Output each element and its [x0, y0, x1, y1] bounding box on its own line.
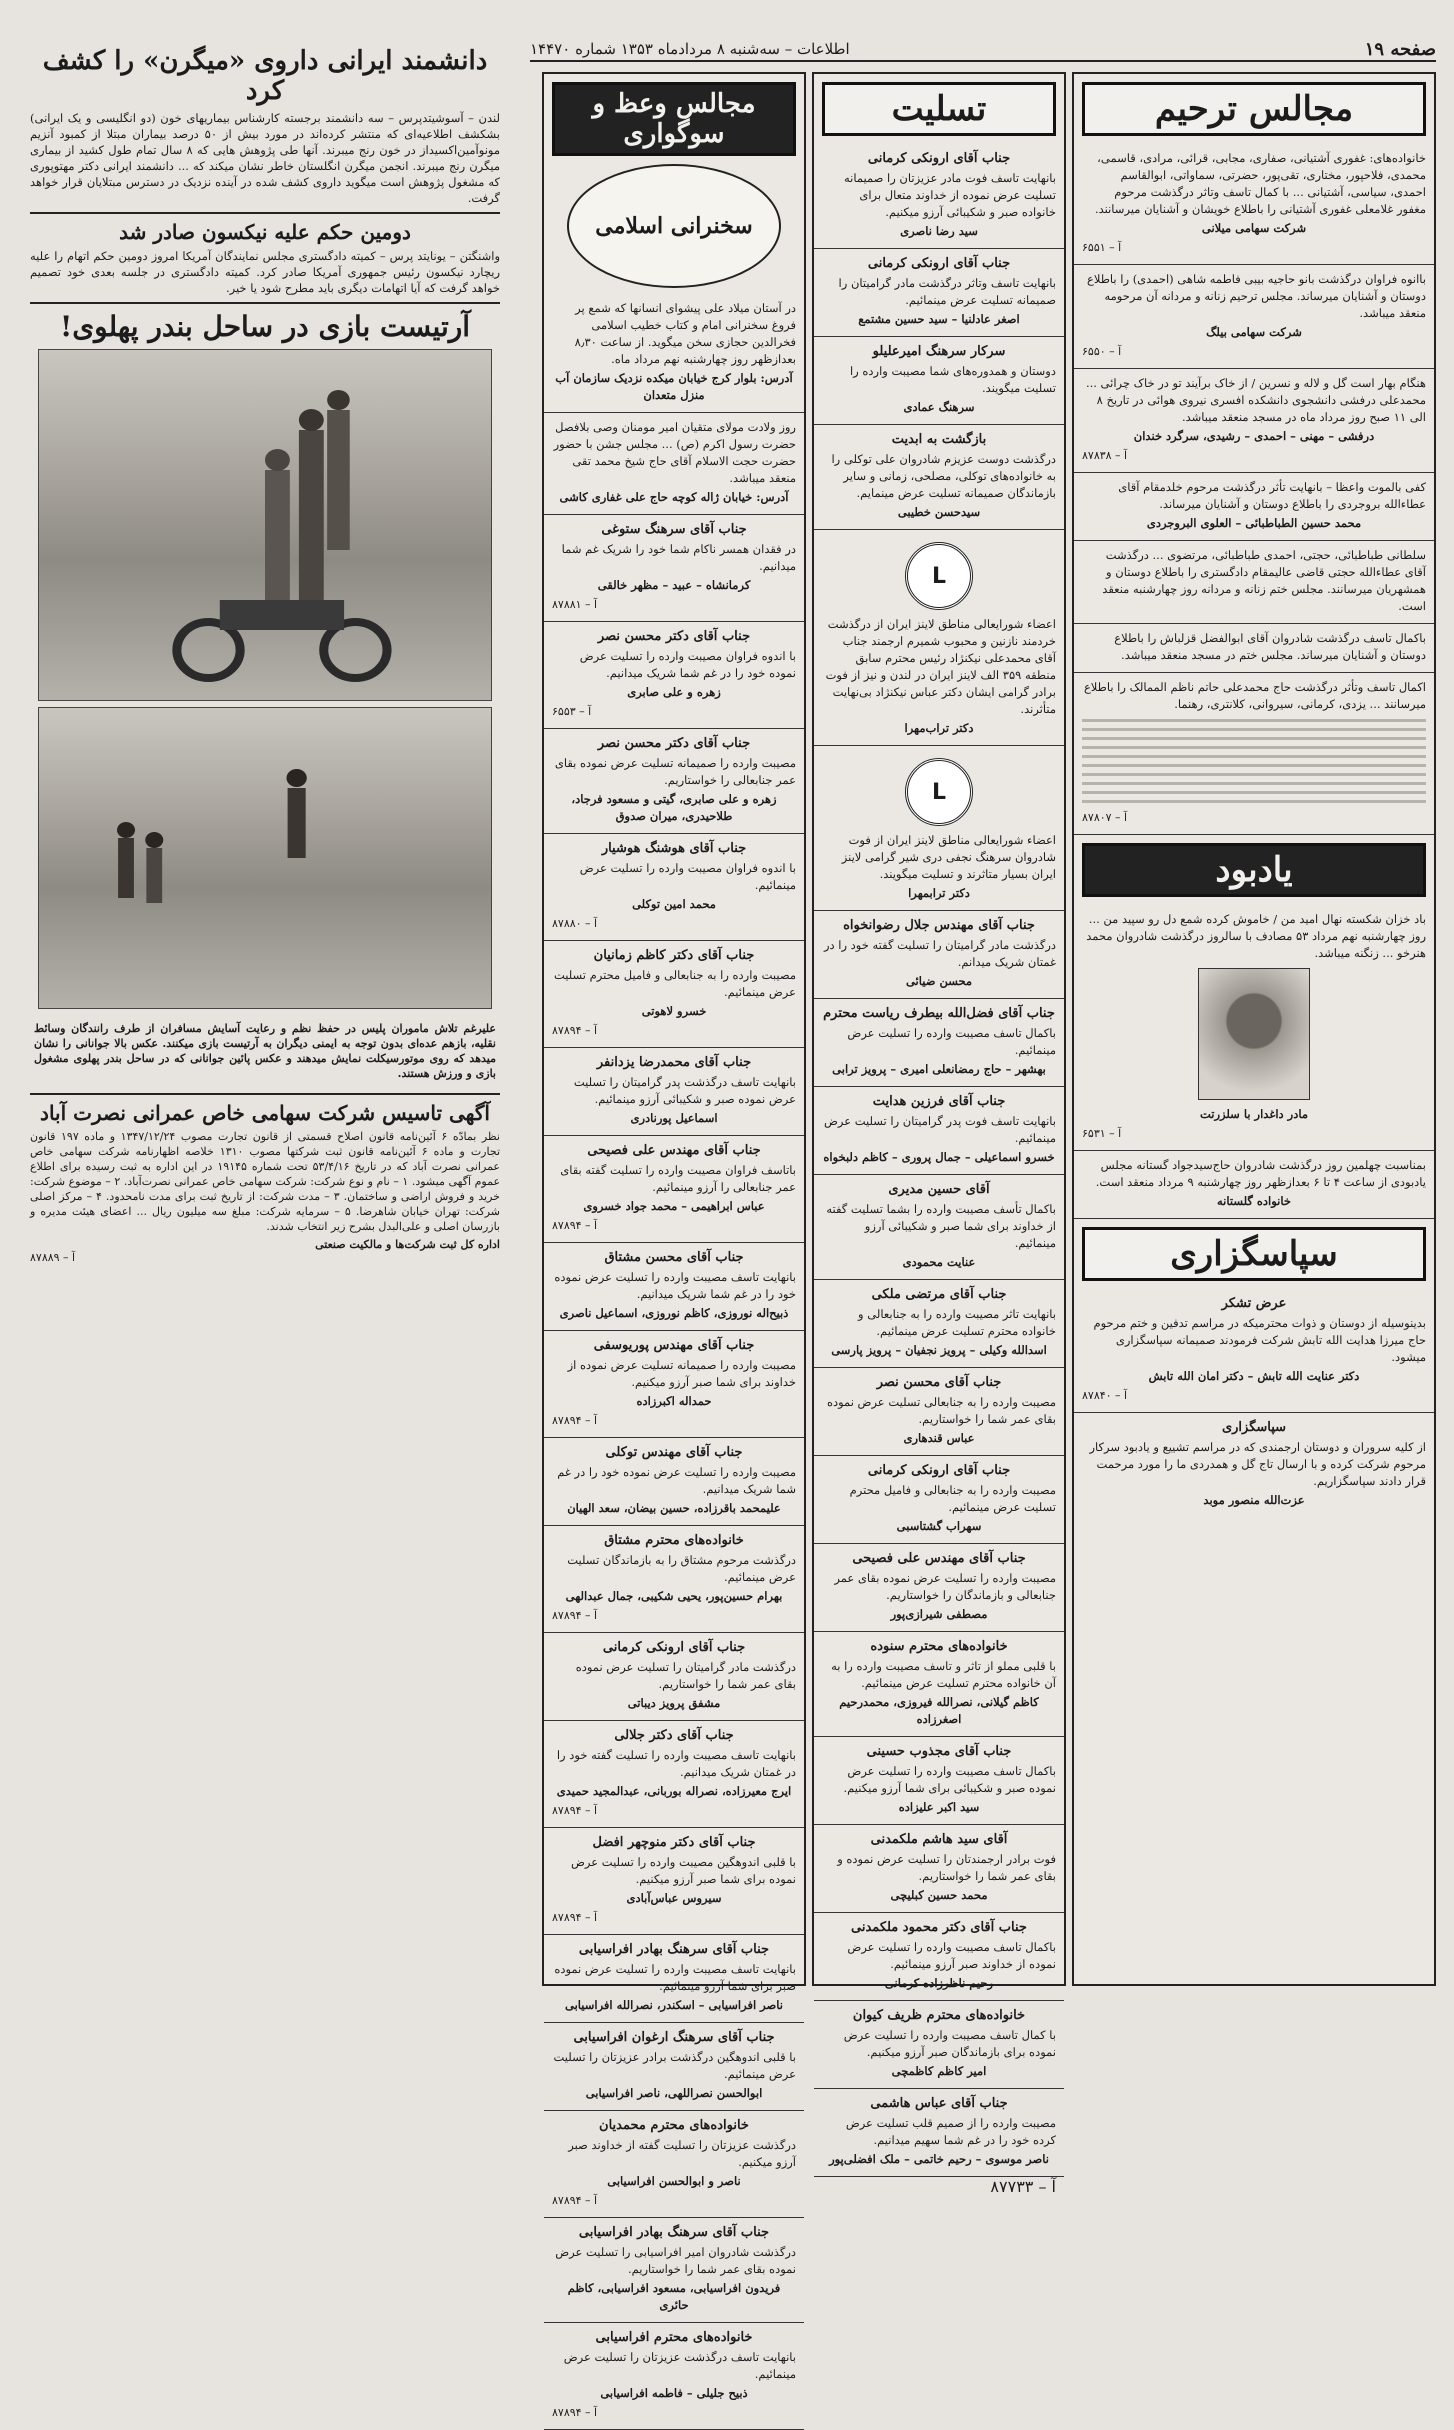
notice-heading: جناب آقای دکتر محسن نصر [597, 629, 751, 644]
notice [814, 1280, 1064, 1368]
notice-heading: جناب آقای سرهنگ بهادر افراسیابی [578, 2225, 770, 2240]
notice-signature: خسرو لاهوتی [641, 1004, 707, 1018]
notice-heading: جناب آقای مهندس پوریوسفی [593, 1338, 755, 1353]
notice-text: اعضاء شورایعالی مناطق لاینز ایران از فوت شادروان سرهنگ نجفی دری شیر گرامی لاینز ایران بسیار متاثرند و تسلیت میگویند. [841, 833, 1056, 881]
notice-text: از کلیه سروران و دوستان ارجمندی که در مراسم تشییع و یادبود سرکار مرحوم شرکت کرده و با ارسال تاج گل و همدردی ما را مورد مرحمت قرار دادند سپاسگزاریم. [1089, 1440, 1426, 1488]
notice-signature: ذبیح جلیلی – فاطمه افراسیابی [600, 2386, 748, 2400]
article-nixon: واشنگتن – یونایتد پرس – کمیته دادگستری مجلس نمایندگان آمریکا امروز دومین حکم اتهام را علیه ریچارد نیکسون رئیس جمهوری آمریکا صادر کرد. کمیته دادگستری در جلسه بعدی خود تصمیم خواهد گرفت که آیا اتهامات دیگری باید مطرح شود یا خیر. [30, 249, 500, 295]
notice-text: باکمال تاسف مصیبت وارده را تسلیت عرض نموده صبر و شکیبائی برای شما آرزو میکنیم. [843, 1764, 1056, 1795]
notice [1074, 1151, 1434, 1219]
notice [544, 1438, 804, 1526]
notice-text: مصیبت وارده را صمیمانه تسلیت عرض نموده از خداوند برای شما صبر آرزو میکنیم. [567, 1358, 796, 1389]
headline-nixon: دومین حکم علیه نیکسون صادر شد [119, 220, 411, 244]
notice-text: باکمال تاسف مصیبت وارده را تسلیت عرض نموده از خداوند صبر آرزو مینمائیم. [847, 1940, 1056, 1971]
notice [1074, 265, 1434, 369]
notice-signature: ایرج معیرزاده، نصراله بوربانی، عبدالمجید حمیدی [556, 1784, 792, 1798]
notice [814, 530, 1064, 746]
notice-signature: مصطفی شیرازی‌پور [890, 1607, 988, 1621]
notice [544, 834, 804, 941]
notice-text: درگذشت مادر گرامیتان را تسلیت گفته خود را در غمتان شریک میدانم. [823, 938, 1056, 969]
notice [544, 1048, 804, 1136]
lions-logo-icon: L [905, 542, 973, 610]
condolence-list [814, 144, 1064, 2196]
notice-heading: خانواده‌های محترم افراسیابی [595, 2330, 753, 2345]
notice-heading: جناب آقای فرزین هدایت [872, 1094, 1006, 1109]
notice-signature: کرمانشاه – عبید – مظهر خالقی [597, 578, 751, 592]
notice [544, 1828, 804, 1935]
sermon-column [542, 72, 806, 2419]
notice-signature: سرهنگ عمادی [903, 400, 975, 414]
notice [814, 1825, 1064, 1913]
notice [814, 337, 1064, 425]
notice [814, 1456, 1064, 1544]
notice-heading: خانواده‌های محترم مشتاق [604, 1533, 744, 1548]
notice-signature: دکتر عنایت الله تابش – دکتر امان الله تابش [1148, 1369, 1360, 1383]
notice-text: مصیبت وارده را صمیمانه تسلیت عرض نموده بقای عمر جنابعالی را خواستاریم. [554, 756, 796, 787]
notice-heading: جناب آقای مهندس جلال رضوانخواه [843, 918, 1035, 933]
notice-heading: آقای حسین مدیری [888, 1182, 990, 1197]
notice-text: بانهایت تاسف مصیبت وارده را تسلیت گفته خود را در غمتان شریک میدانیم. [556, 1748, 796, 1779]
notice-signature: خانواده گلستانه [1217, 1194, 1291, 1208]
article-migraine: لندن – آسوشیتدپرس – سه دانشمند برجسته کارشناس بیماریهای خون (دو انگلیسی و یک ایرانی) بشکشف اطلاعیه‌ای که منتشر کرده‌اند در مورد بیش از ۵۰ درصد بیماران مبتلا از کمبود آنزیم مونوآمین‌اکسیداز در خون رنج میبرند. آنها طی پژوهش هایی که ۸ سال تمام طول کشید از بیماری میگرن رنج میبرند. انجمن میگرن انگلستان خاطر نشان میکند که ... دانشمند ایرانی دکتر مهتوپوری که مشغول پژوهش است میگوید داروی کشف شده در آینده نزدیک در دسترس مبتلایان قرار خواهد گرفت. [30, 111, 500, 205]
notice-text: درگذشت مادر گرامیتان را تسلیت عرض نموده بقای عمر شما را خواستاریم. [575, 1660, 796, 1691]
notice-code: آ – ۸۷۸۹۴ [552, 2406, 598, 2419]
notice-text: بمناسبت چهلمین روز درگذشت شادروان حاج‌سیدجواد گستانه مجلس یادبودی از ساعت ۴ تا ۶ بعدازظهر روز چهارشنبه ۹ مرداد منعقد است. [1095, 1158, 1426, 1189]
beach-photo [38, 707, 492, 1009]
notice-text: درگذشت عزیزتان را تسلیت گفته از خداوند صبر آرزو میکنیم. [568, 2138, 796, 2169]
notice-text: مصیبت وارده را از صمیم قلب تسلیت عرض کرده خود را در غم شما سهیم میدانیم. [845, 2116, 1056, 2147]
notice-text: با کمال تاسف مصیبت وارده را تسلیت عرض نموده برای بازماندگان صبر آرزو میکنیم. [843, 2028, 1056, 2059]
notice-text: مصیبت وارده را به جنابعالی تسلیت عرض نموده بقای عمر شما را خواستاریم. [826, 1395, 1056, 1426]
notice-heading: سرکار سرهنگ امیرعلیلو [872, 344, 1006, 359]
notice-heading: جناب آقای ارونکی کرمانی [867, 151, 1011, 166]
notice-heading: خانواده‌های محترم محمدیان [599, 2118, 749, 2133]
notice [1074, 673, 1434, 835]
notice [814, 425, 1064, 530]
notice-signature: خسرو اسماعیلی – جمال پروری – کاظم دلبخواه [823, 1150, 1055, 1164]
notice-signature: کاظم گیلانی، نصرالله فیروزی، محمدرحیم اصغرزاده [839, 1695, 1039, 1726]
notice [544, 2023, 804, 2111]
notice-heading: جناب آقای دکتر محسن نصر [597, 736, 751, 751]
thanks-title: سپاسگزاری [1082, 1227, 1426, 1281]
article-company: نظر بمادّه ۶ آئین‌نامه قانون اصلاح قسمتی از قانون تجارت مصوب ۱۳۴۷/۱۲/۲۴ و ماده ۱۹۷ قانون تجارت و ماده ۶ آئین‌نامه قانون ثبت شرکتها مصوب ۱۳۱۰ خلاصه اظهارنامه شرکت سهامی خاص عمرانی نصرت آباد که در تاریخ ۵۳/۴/۱۶ تحت شماره ۱۹۱۴۵ در این اداره به ثبت رسیده برای اطلاع عموم آگهی میشود. ۱ – نام و نوع شرکت: شرکت سهامی خاص عمرانی نصرت‌آباد. ۲ – موضوع شرکت: خرید و فروش اراضی و ساختمان. ۳ – مدت شرکت: از تاریخ ثبت برای مدت نامحدود. ۴ – مرکز اصلی شرکت: تهران خیابان شاهرضا. ۵ – سرمایه شرکت: مبلغ سه میلیون ریال ... اعضای هیئت مدیره و بازرسان اصلی و علی‌البدل بشرح زیر انتخاب شدند. [30, 1130, 501, 1233]
notice-heading: جناب آقای ارونکی کرمانی [867, 256, 1011, 271]
notice-signature: ناصر موسوی – رحیم خاتمی – ملک افضلی‌پور [829, 2152, 1049, 2166]
notice-code: آ – ۸۷۷۳۳ [990, 2177, 1056, 2196]
notice-heading: جناب آقای مرتضی ملکی [871, 1287, 1007, 1302]
page-number: صفحه ۱۹ [1364, 38, 1436, 60]
notice-signature: سید اکبر علیزاده [898, 1800, 980, 1814]
article-code: آ – ۸۷۸۸۹ [30, 1251, 76, 1264]
notice-signature: علیمحمد باقرزاده، حسین بیضان، سعد الهیان [567, 1501, 781, 1515]
notice [814, 1087, 1064, 1175]
notice-code: آ – ۸۷۸۳۸ [1082, 449, 1128, 462]
notice-signature: سهراب گشتاسبی [896, 1519, 982, 1533]
notice-heading: جناب آقای دکتر منوچهر افضل [592, 1835, 756, 1850]
notice-heading: خانواده‌های محترم ظریف کیو‌ان [852, 2008, 1026, 2023]
notice-signature: اسدالله وکیلی – پرویز نجفیان – پرویز پارسی [831, 1343, 1047, 1357]
notice [814, 1544, 1064, 1632]
divider [30, 302, 500, 304]
notice [1074, 624, 1434, 673]
notice-signature: سیروس عباس‌آبادی [626, 1891, 722, 1905]
notice [1074, 369, 1434, 473]
notice-signature: بهرام حسین‌پور، یحیی شکیبی، جمال عبدالهی [565, 1589, 783, 1603]
notice-signature: مادر داغدار با سلزرتت [1199, 1107, 1308, 1121]
notice [814, 746, 1064, 911]
notice [814, 1737, 1064, 1825]
motorcycle-photo [38, 349, 492, 701]
notice-text: باانوه فراوان درگذشت بانو حاجیه بیبی فاطمه شاهی (احمدی) را باطلاع دوستان و آشنایان میرساند. مجلس ترحیم زنانه و مردانه آن مرحومه منعقد میباشد. [1087, 272, 1426, 320]
notice-signature: زهره و علی صابری، گیتی و مسعود فرجاد، طلاحیدری، میران صدوق [571, 792, 777, 823]
notice-heading: جناب آقای هوشنگ هوشیار [601, 841, 747, 856]
notice-address: آدرس: بلوار کرج خیابان میکده نزدیک سازمان آب منزل متعدان [555, 371, 793, 402]
notice-address: آدرس: خیابان ژاله کوچه حاج علی غفاری کاشی [559, 490, 789, 504]
notice-signature: اصغر عادلنیا – سید حسین مشتمع [858, 312, 1020, 326]
notice-text: باکمال تاسف درگذشت شادروان آقای ابوالفضل قزلباش را باطلاع دوستان و آشنایان میرساند. مجلس ختم در مسجد منعقد میباشد. [1114, 631, 1426, 662]
notice-signature: رحیم ناظرزاده کرمانی [884, 1976, 994, 1990]
notice-text: بانهایت تاسف فوت مادر عزیزتان را صمیمانه تسلیت عرض نموده از خداوند متعال برای خانواده صبر و شکیبائی آرزو میکنیم. [843, 171, 1056, 219]
notice [1074, 1289, 1434, 1413]
notice-text: با اندوه فراوان مصیبت وارده را تسلیت عرض نموده خود را در غم شما شریک میدانیم. [579, 649, 796, 680]
notice-text: باتاسف فراوان مصیبت وارده را تسلیت گفته بقای عمر جنابعالی را آرزو مینمائیم. [560, 1163, 796, 1194]
notice [544, 1243, 804, 1331]
notice-signature: دکتر ترابمهرا [908, 886, 970, 900]
notice [544, 515, 804, 622]
portrait-photo [1198, 968, 1310, 1100]
sermon-list [544, 515, 804, 2430]
notice-heading: جناب آقای ارونکی کرمانی [867, 1463, 1011, 1478]
text-lines [1082, 719, 1426, 803]
notice-code: آ – ۸۷۸۹۴ [552, 1911, 598, 1924]
headline-company: آگهی تاسیس شرکت سهامی خاص عمرانی نصرت آباد [40, 1101, 490, 1125]
notice-text: بانهایت تاثر مصیبت وارده را به جنابعالی و خانواده محترم تسلیت عرض مینمائیم. [858, 1307, 1056, 1338]
notice-text: سلطانی طباطبائی، حجتی، احمدی طباطبائی، مرتضوی ... درگذشت آقای عطاءالله حجتی قاضی عالیمقام دادگستری را باطلاع دوستان و همشهریان میرسانند. مجلس ختم زنانه و مردانه روز چهارشنبه منعقد است. [1102, 548, 1426, 613]
notice [814, 2089, 1064, 2177]
notice-code: آ – ۸۷۸۴۰ [1082, 1389, 1128, 1402]
calligraphy-emblem: سخنرانی اسلامی [567, 164, 781, 288]
notice [544, 1633, 804, 1721]
notice [1074, 473, 1434, 541]
sermon-title: مجالس وعظ و سوگواری [552, 82, 796, 156]
notice-text: باکمال تأسف مصیبت وارده را بشما تسلیت گفته از خداوند برای شما صبر و شکیبائی آرزو مینمائیم. [826, 1202, 1056, 1250]
notice-heading: جناب آقای دکتر محمود ملکمدنی [851, 1920, 1027, 1935]
beach-figure [39, 708, 491, 1008]
notice-text: در فقدان همسر ناکام شما خود را شریک غم شما میدانیم. [561, 542, 796, 573]
notice-code: آ – ۸۷۸۹۴ [552, 2194, 598, 2207]
motorcycle-figure [39, 350, 491, 700]
notice-text: اعضاء شورایعالی مناطق لاینز ایران از درگذشت خردمند نازنین و محبوب شمیرم ارجمند جناب آقای محمدعلی نیکنژاد رئیس محترم سابق منطقه ۳۵۹ الف لاینز ایران در لندن و نیز از فوت برادر گرامی ایشان دکتر عباس نیکنژاد بی‌نهایت متأثرند. [825, 617, 1056, 716]
notice [544, 294, 804, 413]
notice-text: باکمال تاسف مصیبت وارده را تسلیت عرض مینمائیم. [847, 1026, 1056, 1057]
notice-text: فوت برادر ارجمندتان را تسلیت عرض نموده و بقای عمر شما را خواستاریم. [837, 1852, 1056, 1883]
notice-text: اکمال تاسف وتأثر درگذشت حاج محمدعلی حاتم ناظم الممالک را باطلاع میرسانند ... یزدی، کرمانی، سیروانی، کلانتری، رهنما. [1083, 680, 1426, 711]
notice-signature: امیر کاظم کاظمچی [891, 2064, 987, 2078]
notice-code: آ – ۸۷۸۹۴ [552, 1024, 598, 1037]
notice-heading: جناب آقای مجذوب حسینی [866, 1744, 1012, 1759]
yadbood-title: یادبود [1082, 843, 1426, 897]
issue-line: اطلاعات – سه‌شنبه ۸ مرداد‌ماه ۱۳۵۳ شماره ۱۴۴۷۰ [530, 40, 850, 58]
notice-code: آ – ۶۵۳۱ [1082, 1127, 1122, 1140]
notice-text: روز ولادت مولای متقیان امیر مومنان وصی بلافصل حضرت رسول اکرم (ص) ... مجلس جشن با حضور حضرت حجت الاسلام آقای حاج شیخ محمد تقی منعقد میباشد. [553, 420, 796, 485]
notice [544, 1136, 804, 1243]
notice [1074, 541, 1434, 624]
notice-text: باد خزان شکسته نهال امید من / خاموش کرده شمع دل رو سپید من ... روز چهارشنبه نهم مرداد ۵۳ مصادف با سالروز درگذشت شادروان محمد هنرخو ... زنگنه میباشد. [1086, 912, 1426, 960]
headline-beach: آرتیست بازی در ساحل بندر پهلوی! [59, 310, 471, 343]
notice-heading: جناب آقای محسن مشتاق [604, 1250, 744, 1265]
news-section [30, 42, 500, 2002]
notice-signature: ذبیح‌اله نوروزی، کاظم نوروزی، اسماعیل ناصری [559, 1306, 789, 1320]
notice-signature: شرکت سهامی بیلگ [1206, 325, 1302, 339]
notice [1074, 905, 1434, 1151]
notice-heading: جناب آقای ارونکی کرمانی [602, 1640, 746, 1655]
notice-text: بانهایت تاسف مصیبت وارده را تسلیت عرض نموده خود را در غم شما شریک میدانیم. [554, 1270, 796, 1301]
notice [544, 622, 804, 729]
notice-text: درگذشت شادروان امیر افراسیابی را تسلیت عرض نموده بقای عمر شما را خواستاریم. [555, 2245, 796, 2276]
notice-code: آ – ۸۷۸۹۴ [552, 1804, 598, 1817]
notice [814, 249, 1064, 337]
notice-heading: جناب آقای عباس هاشمی [870, 2096, 1008, 2111]
notice-signature: شرکت سهامی میلانی [1201, 221, 1307, 235]
notice-text: بانهایت تاسف مصیبت وارده را تسلیت عرض نموده صبر برای شما آرزو مینمائیم. [554, 1962, 796, 1993]
notice-text: مصیبت وارده را تسلیت عرض نموده بقای عمر جنابعالی و بازماندگان را خواستاریم. [834, 1571, 1056, 1602]
notice-text: درگذشت مرحوم مشتاق را به بازماندگان تسلیت عرض مینمائیم. [567, 1553, 796, 1584]
notice-signature: ابوالحسن نصراللهی، ناصر افراسیابی [585, 2086, 763, 2100]
divider [30, 212, 500, 214]
memorial-title: مجالس ترحیم [1082, 82, 1426, 136]
notice-heading: آقای سید هاشم ملکمدنی [870, 1832, 1008, 1847]
notice-text: بانهایت تاسف درگذشت پدر گرامیتان را تسلیت عرض نموده صبر و شکیبائی آرزو مینمائیم. [573, 1075, 796, 1106]
notice [1074, 144, 1434, 265]
notice-text: بانهایت تاسف فوت پدر گرامیتان را تسلیت عرض مینمائیم. [823, 1114, 1056, 1145]
notice-text: بدینوسیله از دوستان و ذوات محترمیکه در مراسم تدفین و ختم مرحوم حاج میرزا هدایت الله تابش شرکت فرمودند صمیمانه سپاسگزاری میشود. [1093, 1316, 1426, 1364]
notice-text: با قلبی اندوهگین درگذشت برادر عزیزتان را تسلیت عرض مینمائیم. [553, 2050, 796, 2081]
notice-code: آ – ۶۵۵۰ [1082, 345, 1122, 358]
notice-text: بانهایت تاسف وتاثر درگذشت مادر گرامیتان را صمیمانه تسلیت عرض مینمائیم. [838, 276, 1056, 307]
notice-signature: اسماعیل پورنادری [630, 1111, 718, 1125]
notice-text: دوستان و همدوره‌های شما مصیبت وارده را تسلیت میگویند. [849, 364, 1056, 395]
notice [544, 941, 804, 1048]
notice-signature: درفشی – مهنی – احمدی – رشیدی، سرگرد خندان [1133, 429, 1375, 443]
notice-code: آ – ۶۵۵۳ [552, 705, 592, 718]
notice-heading: سپاسگزاری [1221, 1420, 1287, 1435]
notice-code: آ – ۸۷۸۹۴ [552, 1219, 598, 1232]
notice-signature: عزت‌الله منصور موبد [1203, 1493, 1305, 1507]
notice-heading: بازگشت به ابدیت [891, 432, 987, 447]
notice [544, 2323, 804, 2430]
notice [544, 1935, 804, 2023]
notice-text: مصیبت وارده را تسلیت عرض نموده خود را در غم شما شریک میدانیم. [557, 1465, 796, 1496]
notice-text: کفی بالموت واعظا – بانهایت تأثر درگذشت مرحوم خلدمقام آقای عطاءالله بروجردی را باطلاع دوستان و آشنایان میرساند. [1118, 480, 1426, 511]
notice-code: آ – ۸۷۸۰۷ [1082, 811, 1128, 824]
notice [1074, 1413, 1434, 1517]
masthead [530, 38, 1436, 62]
notice-signature: بهشهر – حاج رمضانعلی امیری – پرویز ترابی [832, 1062, 1046, 1076]
notice-signature: عباس قندهاری [903, 1431, 975, 1445]
notice-text: درگذشت دوست عزیزم شادروان علی توکلی را به خانواده‌های توکلی، مصلحی، زمانی و سایر بازماندگان صمیمانه تسلیت عرض مینمایم. [831, 452, 1056, 500]
notice [814, 144, 1064, 249]
notice-text: با قلبی اندوهگین مصیبت وارده را تسلیت عرض نموده برای شما صبر آرزو میکنیم. [571, 1855, 796, 1886]
notice-heading: جناب آقای سرهنگ ستوغی [601, 522, 747, 537]
notice-code: آ – ۸۷۸۸۰ [552, 917, 598, 930]
notice-heading: جناب آقای محسن نصر [876, 1375, 1002, 1390]
notice [544, 1721, 804, 1828]
notice-text: هنگام بهار است گل و لاله و نسرین / از خاک برآیند تو در خاک چرائی ... محمدعلی درفشی دانشجوی دانشکده افسری نیروی هوائی در تاریخ ۸ الی ۱۱ صبح روز مرداد ماه در مسجد منعقد میباشد. [1085, 376, 1426, 424]
notice [544, 413, 804, 515]
notice [814, 2001, 1064, 2089]
notice [814, 1368, 1064, 1456]
lions-logo-icon: L [905, 758, 973, 826]
headline-migraine: دانشمند ایرانی داروی «میگرن» را کشف کرد [42, 46, 488, 106]
notice-text: با قلبی مملو از تاثر و تاسف مصیبت وارده را به آن خانواده محترم تسلیت عرض مینمائیم. [831, 1659, 1056, 1690]
notice-text: خانواده‌های: غفوری آشتیانی، صفاری، مجابی، قرائی، مرادی، قاسمی، محمدی، فلاحپور، مختاری، تقی‌پور، حضرتی، سماواتی، ابوالقاسم احمدی، سیاسی، آشتیانی ... با کمال تاسف وتاثر درگذشت مرحوم مغفور غلامعلی غفوری آشتیانی را باطلاع خویشان و آشنایان میرسانند. [1094, 151, 1426, 216]
notice [544, 2218, 804, 2323]
notice-signature: محسن ضیائی [905, 974, 973, 988]
notice-text: بانهایت تاسف درگذشت عزیزتان را تسلیت عرض مینمائیم. [563, 2350, 796, 2381]
notice [814, 1913, 1064, 2001]
notice-code: آ – ۶۵۵۱ [1082, 241, 1122, 254]
notice [544, 1526, 804, 1633]
notice-heading: جناب آقای دکتر جلالی [614, 1728, 734, 1743]
notice [814, 999, 1064, 1087]
notice-text: در آستان میلاد علی پیشوای انسانها که شمع پر فروغ سخنرانی امام و کتاب خطیب اسلامی فخرالدین حجازی سخن میگوید. از ساعت ۸٫۳۰ بعدازظهر روز چهارشنبه نهم مرداد ماه. [574, 301, 796, 366]
notice-signature: محمد حسین کبلیچی [890, 1888, 988, 1902]
notice [544, 729, 804, 834]
notice-text: با اندوه فراوان مصیبت وارده را تسلیت عرض مینمائیم. [579, 861, 796, 892]
condolence-title: تسلیت [822, 82, 1056, 136]
notice-signature: عباس ابراهیمی – محمد جواد خسروی [583, 1199, 765, 1213]
notice-text: مصیبت وارده را به جنابعالی و فامیل محترم تسلیت عرض مینمائیم. [553, 968, 796, 999]
notice-signature: ناصر و ابوالحسن افراسیابی [607, 2174, 741, 2188]
notice-heading: خانواده‌های محترم سنوده [870, 1639, 1008, 1654]
notice-heading: جناب آقای محمدرضا یزدانفر [596, 1055, 752, 1070]
notice-signature: ناصر افراسیابی – اسکندر، نصرالله افراسیابی [565, 1998, 783, 2012]
notice-signature: مشفق پرویز دیباتی [627, 1696, 721, 1710]
notice [544, 1331, 804, 1438]
notice-signature: سیدحسن خطیبی [897, 505, 981, 519]
notice-signature: عنایت محمودی [902, 1255, 976, 1269]
notice-signature: فریدون افراسیابی، مسعود افراسیابی، کاظم حائری [567, 2281, 781, 2312]
notice-signature: زهره و علی صابری [627, 685, 721, 699]
divider [30, 1093, 500, 1095]
notice-signature: محمد امین توکلی [632, 897, 716, 911]
notice [544, 2111, 804, 2218]
notice [814, 1632, 1064, 1737]
notice-text: مصیبت وارده را به جنابعالی و فامیل محترم تسلیت عرض مینمائیم. [849, 1483, 1056, 1514]
notice-heading: جناب آقای مهندس علی فصیحی [587, 1143, 761, 1158]
notice-heading: جناب آقای فضل‌الله بیطرف ریاست محترم [823, 1006, 1055, 1021]
memorial-column [1072, 72, 1436, 1986]
notice-signature: حمداله اکبرزاده [636, 1394, 712, 1408]
notice-heading: عرض تشکر [1221, 1296, 1287, 1311]
notice-heading: جناب آقای دکتر کاظم زمانیان [593, 948, 755, 963]
notice-heading: جناب آقای سرهنگ ارغوان افراسیابی [573, 2030, 775, 2045]
notice-code: آ – ۸۷۸۹۴ [552, 1609, 598, 1622]
notice-heading: جناب آقای مهندس توکلی [605, 1445, 743, 1460]
notice-heading: جناب آقای مهندس علی فصیحی [852, 1551, 1026, 1566]
notice [814, 1175, 1064, 1280]
condolence-column [812, 72, 1066, 2196]
notice-signature: دکتر تراب‌مهرا [904, 721, 974, 735]
notice-code: آ – ۸۷۸۹۴ [552, 1414, 598, 1427]
notice-signature: سید رضا ناصری [900, 224, 978, 238]
notice-heading: جناب آقای سرهنگ بهادر افراسیابی [578, 1942, 770, 1957]
notice [814, 911, 1064, 999]
article-signature: اداره کل ثبت شرکت‌ها و مالکیت صنعتی [315, 1238, 500, 1251]
notice-code: آ – ۸۷۸۸۱ [552, 598, 598, 611]
notice-signature: محمد حسین الطباطبائی – العلوی البروجردی [1146, 516, 1362, 530]
photo-caption: علیرغم تلاش ماموران پلیس در حفظ نظم و رعایت آسایش مسافران از طرف رانندگان وسائط نقلیه، بازهم عده‌ای بدون توجه به ایمنی دیگران به آرتیست بازی میکنند. عکس بالا جوانانی را نشان میدهد که روی موتورسیکلت نمایش میدهند و عکس پائین جوانانی که در ساحل بندر پهلوی مشغول بازی و ورزش هستند. [34, 1022, 496, 1080]
